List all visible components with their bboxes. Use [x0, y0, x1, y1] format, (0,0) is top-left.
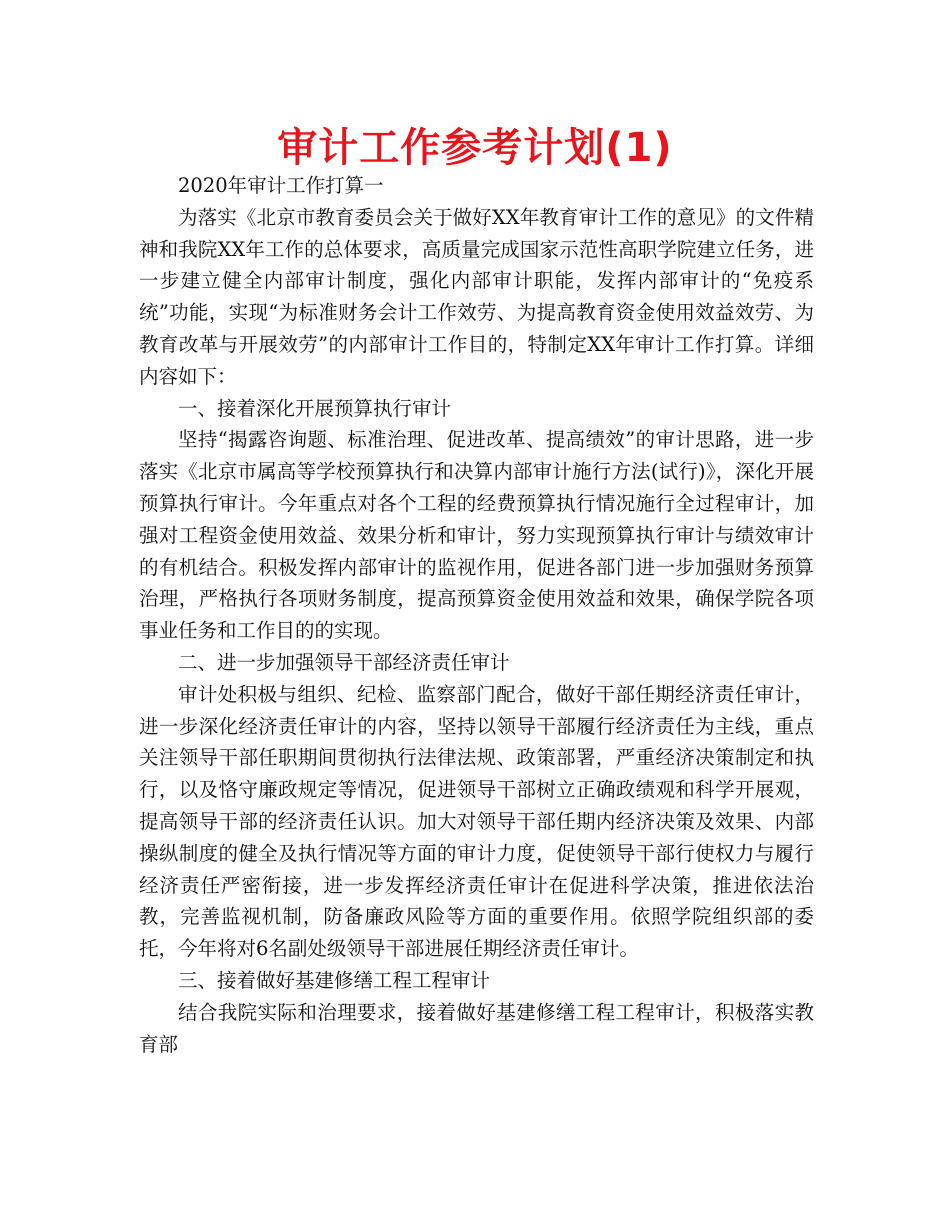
section-paragraph-2: 审计处积极与组织、纪检、监察部门配合，做好干部任期经济责任审计，进一步深化经济责任审计的内容，坚持以领导干部履行经济责任为主线，重点关注领导干部任职期间贯彻执行法律法规、政策部署，严重经济决策制定和执行，以及恪守廉政规定等情况，促进领导干部树立正确政绩观和科学开展观，提高领导干部的经济责任认识。加大对领导干部任期内经济决策及效果、内部操纵制度的健全及执行情况等方面的审计力度，促使领导干部行使权力与履行经济责任严密衔接，进一步发挥经济责任审计在促进科学决策，推进依法治教，完善监视机制，防备廉政风险等方面的重要作用。依照学院组织部的委托，今年将对6名副处级领导干部进展任期经济责任审计。	[139, 682, 814, 961]
document-body	[139, 170, 814, 1060]
section-paragraph-3: 结合我院实际和治理要求，接着做好基建修缮工程工程审计，积极落实教育部	[139, 1000, 814, 1056]
section-paragraph-1: 坚持“揭露咨询题、标准治理、促进改革、提高绩效”的审计思路，进一步落实《北京市属高等学校预算执行和决算内部审计施行方法(试行)》，深化开展预算执行审计。今年重点对各个工程的经费预算执行情况施行全过程审计，加强对工程资金使用效益、效果分析和审计，努力实现预算执行审计与绩效审计的有机结合。积极发挥内部审计的监视作用，促进各部门进一步加强财务预算治理，严格执行各项财务制度，提高预算资金使用效益和效果，确保学院各项事业任务和工作目的的实现。	[139, 428, 814, 643]
section-heading-3: 三、接着做好基建修缮工程工程审计	[178, 968, 491, 992]
document-title: 审计工作参考计划(1)	[277, 125, 673, 171]
plan-subtitle: 2020年审计工作打算一	[178, 174, 384, 197]
section-heading-1: 一、接着深化开展预算执行审计	[178, 396, 452, 420]
section-heading-2: 二、进一步加强领导干部经济责任审计	[178, 650, 510, 674]
intro-paragraph: 为落实《北京市教育委员会关于做好XX年教育审计工作的意见》的文件精神和我院XX年工作的总体要求，高质量完成国家示范性高职学院建立任务，进一步建立健全内部审计制度，强化内部审计职能，发挥内部审计的“免疫系统”功能，实现“为标准财务会计工作效劳、为提高教育资金使用效益效劳、为教育改革与开展效劳”的内部审计工作目的，特制定XX年审计工作打算。详细内容如下：	[139, 205, 814, 388]
